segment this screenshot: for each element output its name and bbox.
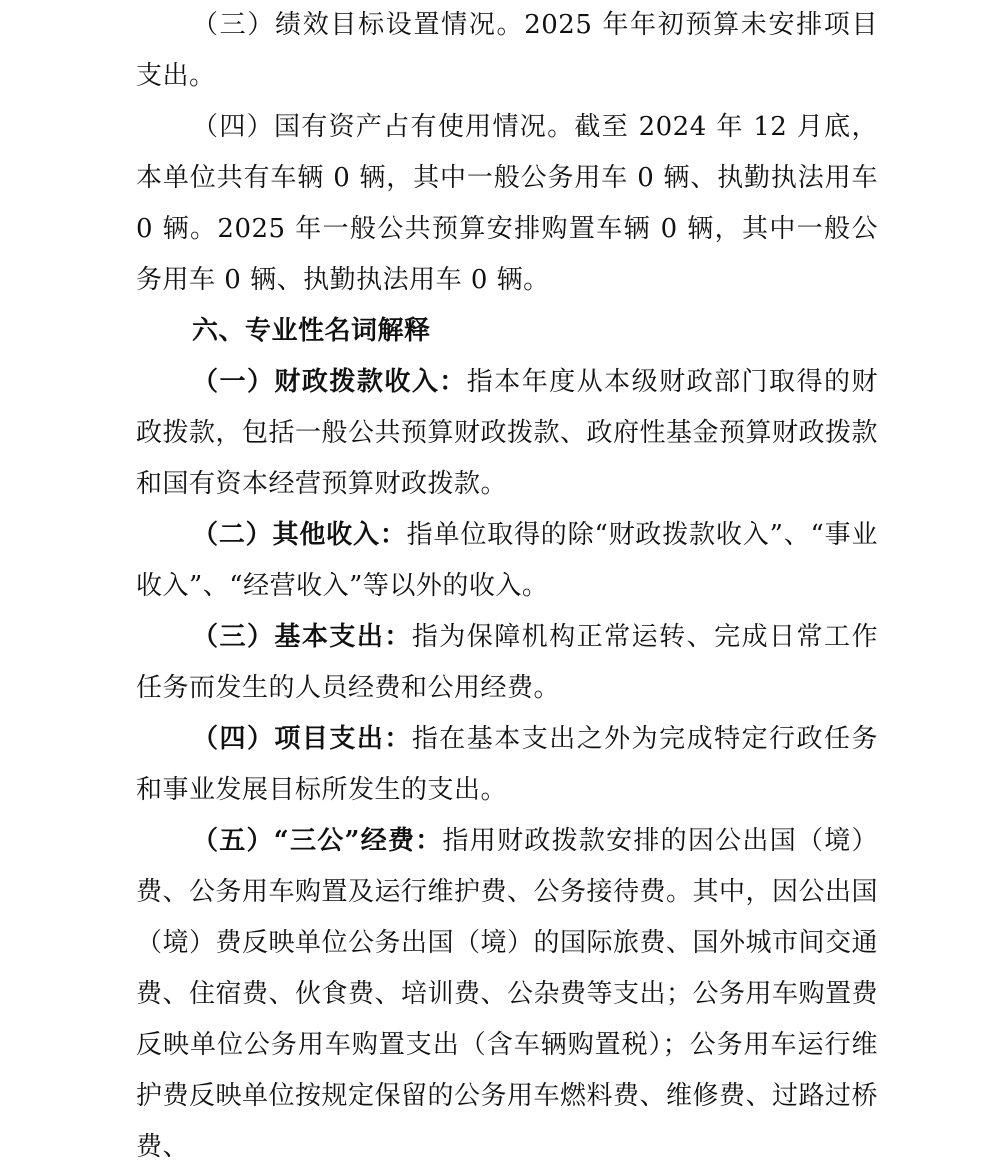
term-label: （一）财政拨款收入： [192, 367, 467, 397]
term-definition: 指单位取得的除“财政拨款收入”、“事业收入”、“经营收入”等以外的收入。 [136, 520, 878, 601]
paragraph-state-assets [136, 102, 878, 306]
paragraph-text: （四）国有资产占有使用情况。截至 2024 年 12 月底，本单位共有车辆 0 辆，其中一般公务用车 0 辆、执勤执法用车 0 辆。2025 年一般公共预算安排购置车辆 0 辆，其中一般公务用车 0 辆、执勤执法用车 0 辆。 [136, 112, 878, 295]
term-definition: 指本年度从本级财政部门取得的财政拨款，包括一般公共预算财政拨款、政府性基金预算财政拨款和国有资本经营预算财政拨款。 [136, 367, 879, 499]
paragraph-basic-expenditure [136, 612, 878, 714]
section-heading-terms: 六、专业性名词解释 [192, 316, 431, 346]
term-label: （二）其他收入： [192, 520, 407, 550]
paragraph-other-income [136, 510, 878, 612]
term-label: （三）基本支出： [192, 622, 412, 652]
term-definition: 指用财政拨款安排的因公出国（境）费、公务用车购置及运行维护费、公务接待费。其中，因公出国（境）费反映单位公务出国（境）的国际旅费、国外城市间交通费、住宿费、伙食费、培训费、公杂费等支出；公务用车购置费反映单位公务用车购置支出（含车辆购置税）；公务用车运行维护费反映单位按规定保留的公务用车燃料费、维修费、过路过桥费、 [136, 826, 879, 1162]
document-page [136, 0, 878, 1173]
term-label: （四）项目支出： [192, 724, 412, 754]
paragraph-performance-targets [136, 0, 878, 102]
term-label: （五）“三公”经费： [192, 826, 443, 856]
paragraph-text: （三）绩效目标设置情况。2025 年年初预算未安排项目支出。 [136, 10, 878, 91]
term-definition: 指为保障机构正常运转、完成日常工作任务而发生的人员经费和公用经费。 [136, 622, 878, 703]
term-definition: 指在基本支出之外为完成特定行政任务和事业发展目标所发生的支出。 [136, 724, 878, 805]
paragraph-project-expenditure [136, 714, 878, 816]
paragraph-three-public-expenses [136, 816, 878, 1173]
paragraph-fiscal-appropriation-income [136, 357, 878, 510]
